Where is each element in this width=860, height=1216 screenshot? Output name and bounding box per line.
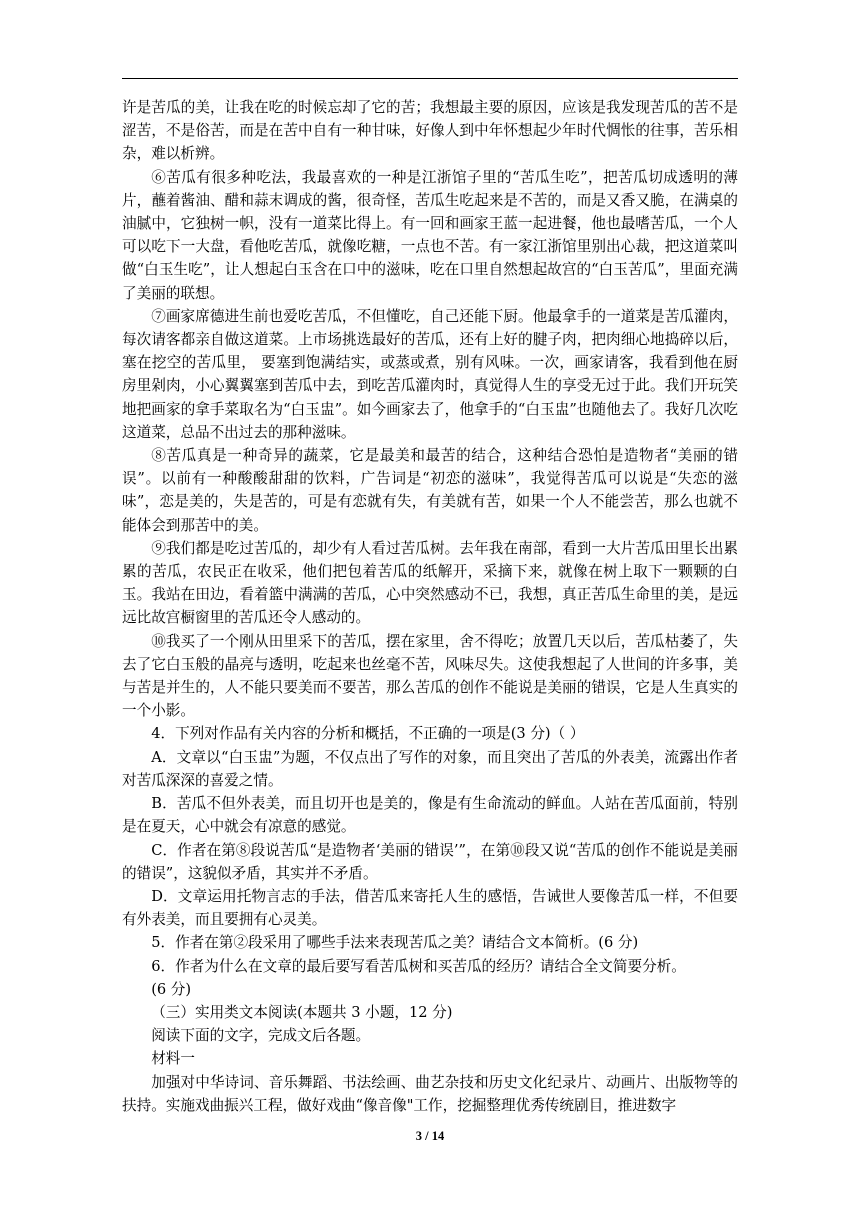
material-1-paragraph: 加强对中华诗词、音乐舞蹈、书法绘画、曲艺杂技和历史文化纪录片、动画片、出版物等的扶持。实施戏曲振兴工程，做好戏曲“像音像"工作，挖掘整理优秀传统剧目，推进数字 [122,1073,738,1114]
section-3-instruction: 阅读下面的文字，完成文后各题。 [151,1027,371,1045]
question-5: 5．作者在第②段采用了哪些手法来表现苦瓜之美？请结合文本简析。(6 分) [151,934,639,952]
material-1-heading: 材料一 [151,1050,195,1068]
question-4-option-b: B．苦瓜不但外表美，而且切开也是美的，像是有生命流动的鲜血。人站在苦瓜面前，特别是在夏天，心中就会有凉意的感觉。 [122,795,738,836]
header-rule [122,78,738,79]
paragraph-6: ⑥苦瓜有很多种吃法，我最喜欢的一种是江浙馆子里的“苦瓜生吃”，把苦瓜切成透明的薄片，蘸着酱油、醋和蒜末调成的酱，很奇怪，苦瓜生吃起来是不苦的，而是又香又脆，在满桌的油腻中，它独树一帜，没有一道菜比得上。有一回和画家王蓝一起进餐，他也最嗜苦瓜，一个人可以吃下一大盘，看他吃苦瓜，就像吃糖，一点也不苦。有一家江浙馆里别出心裁，把这道菜叫做“白玉生吃”，让人想起白玉含在口中的滋味，吃在口里自然想起故宫的“白玉苦瓜”，里面充满了美丽的联想。 [122,168,738,302]
question-6: 6．作者为什么在文章的最后要写看苦瓜树和买苦瓜的经历？请结合全文简要分析。 [151,957,686,975]
page-number: 3 / 14 [415,1129,445,1143]
paragraph-10: ⑩我买了一个刚从田里采下的苦瓜，摆在家里，舍不得吃；放置几天以后，苦瓜枯萎了，失去了它白玉般的晶亮与透明，吃起来也丝毫不苦，风味尽失。这使我想起了人世间的许多事，美与苦是并生的，人不能只要美而不要苦，那么苦瓜的创作不能说是美丽的错误，它是人生真实的一个小影。 [122,632,738,720]
paragraph-8: ⑧苦瓜真是一种奇异的蔬菜，它是最美和最苦的结合，这种结合恐怕是造物者“美丽的错误”。以前有一种酸酸甜甜的饮料，广告词是“初恋的滋味”，我觉得苦瓜可以说是“失恋的滋味”，恋是美的，失是苦的，可是有恋就有失，有美就有苦，如果一个人不能尝苦，那么也就不能体会到那苦中的美。 [122,447,738,534]
question-6-score: (6 分) [151,980,192,998]
paragraph-7: ⑦画家席德进生前也爱吃苦瓜，不但懂吃，自己还能下厨。他最拿手的一道菜是苦瓜灌肉，每次请客都亲自做这道菜。上市场挑选最好的苦瓜，还有上好的腱子肉，把肉细心地捣碎以后，塞在挖空的苦瓜里， 要塞到饱满结实，或蒸或煮，别有风味。一次，画家请客，我看到他在厨房里剁肉，小心翼翼塞到苦瓜中去，到吃苦瓜灌肉时，真觉得人生的享受无过于此。我们开玩笑地把画家的拿手菜取名为“白玉盅”。如今画家去了，他拿手的“白玉盅”也随他去了。我好几次吃这道菜，总品不出过去的那种滋味。 [122,307,738,441]
paragraph-9: ⑨我们都是吃过苦瓜的，却少有人看过苦瓜树。去年我在南部，看到一大片苦瓜田里长出累累的苦瓜，农民正在收采，他们把包着苦瓜的纸解开，采摘下来，就像在树上取下一颗颗的白玉。我站在田边，看着篮中满满的苦瓜，心中突然感动不已，我想，真正苦瓜生命里的美，是远远比故宫橱窗里的苦瓜还令人感动的。 [122,539,738,627]
question-4: 4．下列对作品有关内容的分析和概括，不正确的一项是(3 分)（ ） [151,725,585,743]
question-4-option-a: A．文章以“白玉盅”为题，不仅点出了写作的对象，而且突出了苦瓜的外表美，流露出作者对苦瓜深深的喜爱之情。 [122,748,738,789]
question-4-option-c: C．作者在第⑧段说苦瓜“是造物者‘美丽的错误’”，在第⑩段又说“苦瓜的创作不能说是美丽的错误”，这貌似矛盾，其实并不矛盾。 [122,841,738,882]
document-body [122,96,738,1117]
question-4-option-d: D．文章运用托物言志的手法，借苦瓜来寄托人生的感悟，告诫世人要像苦瓜一样，不但要有外表美，而且要拥有心灵美。 [122,887,738,929]
section-3-heading: （三）实用类文本阅读(本题共 3 小题，12 分) [151,1003,453,1021]
paragraph-continued: 许是苦瓜的美，让我在吃的时候忘却了它的苦；我想最主要的原因，应该是我发现苦瓜的苦不是涩苦，不是俗苦，而是在苦中自有一种甘味，好像人到中年怀想起少年时代惆怅的往事，苦乐相杂，难以析辨。 [122,99,738,163]
